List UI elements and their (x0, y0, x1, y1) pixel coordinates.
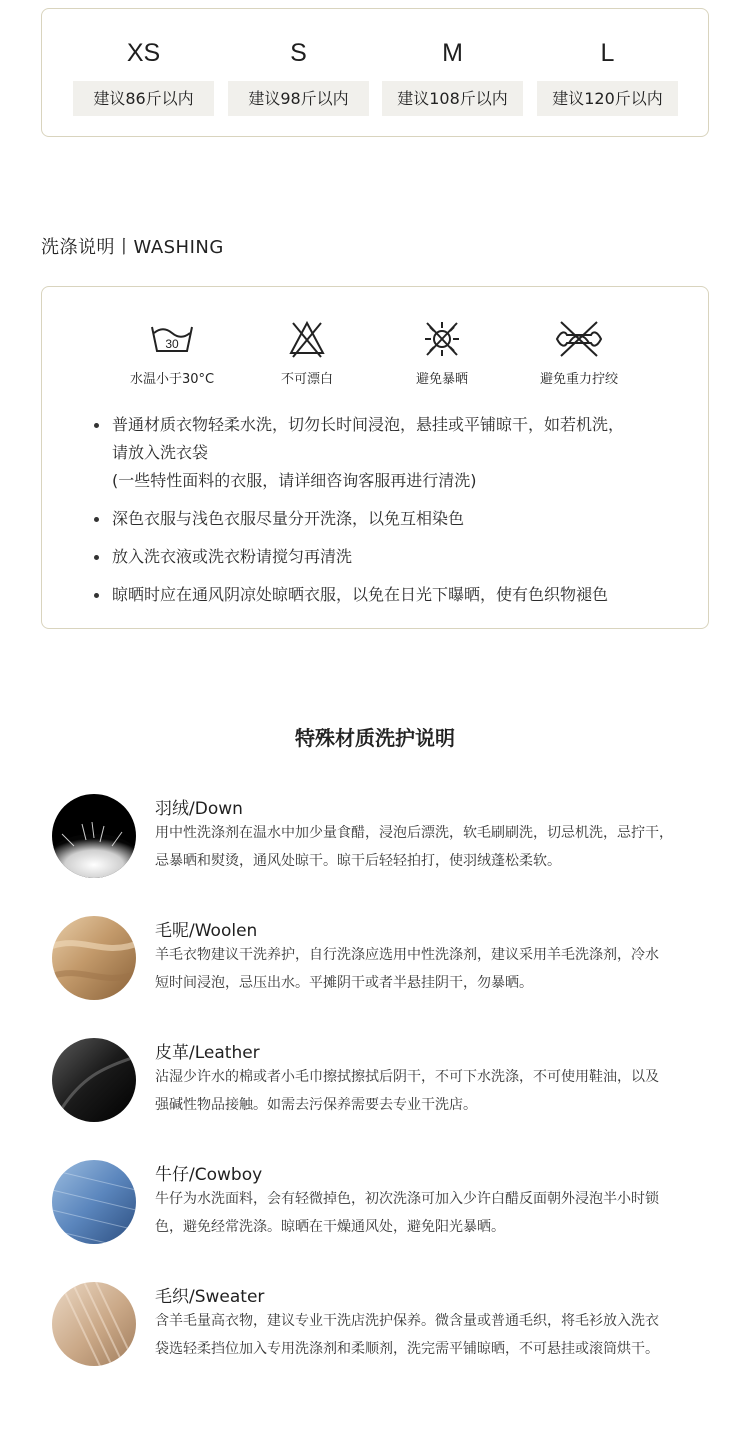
size-label: XS (126, 39, 161, 67)
care-label: 避免重力拧绞 (539, 372, 618, 387)
size-weight-note: 建议108斤以内 (382, 81, 523, 116)
material-name: 羽绒/Down (155, 799, 243, 819)
material-cowboy (52, 1160, 712, 1250)
wash-temp-text: 30 (165, 337, 179, 351)
bullet-line: (一些特性面料的衣服，请详细咨询客服再进行清洗) (112, 471, 477, 490)
desc-line: 袋选轻柔挡位加入专用洗涤剂和柔顺剂，洗完需平铺晾晒，不可悬挂或滚筒烘干。 (155, 1341, 659, 1357)
bullet-line: 晾晒时应在通风阴凉处晾晒衣服，以免在日光下曝晒，使有色织物褪色 (112, 585, 609, 604)
no-bleach-icon (283, 319, 331, 359)
care-label: 不可漂白 (280, 372, 333, 387)
knit-sweater-image (52, 1282, 136, 1366)
no-sun-icon (418, 319, 466, 359)
washing-bullet (112, 581, 682, 609)
size-weight-note: 建议98斤以内 (228, 81, 369, 116)
care-label: 水温小于30°C (129, 372, 215, 387)
material-woolen (52, 916, 712, 1006)
care-item-wring (519, 319, 639, 387)
bullet-line: 请放入洗衣袋 (112, 443, 209, 462)
washing-bullet (112, 505, 682, 533)
care-label: 避免暴晒 (415, 372, 468, 387)
desc-line: 忌暴晒和熨烫，通风处晾干。晾干后轻轻拍打，使羽绒蓬松柔软。 (155, 853, 561, 869)
desc-line: 含羊毛量高衣物，建议专业干洗店洗护保养。微含量或普通毛织，将毛衫放入洗衣 (155, 1313, 659, 1329)
material-name: 毛呢/Woolen (155, 921, 258, 941)
desc-line: 用中性洗涤剂在温水中加少量食醋，浸泡后漂洗，软毛刷刷洗，切忌机洗，忌拧干， (155, 825, 673, 841)
washing-card (41, 286, 709, 629)
woolen-fabric-image (52, 916, 136, 1000)
size-label: L (600, 39, 615, 67)
care-item-sun (382, 319, 502, 387)
washing-bullet (112, 543, 682, 571)
washing-title: 洗涤说明丨WASHING (41, 237, 224, 258)
desc-line: 沾湿少许水的棉或者小毛巾擦拭擦拭后阴干，不可下水洗涤，不可使用鞋油，以及 (155, 1069, 659, 1085)
size-weight-note: 建议120斤以内 (537, 81, 678, 116)
material-description (155, 1185, 707, 1241)
material-description (155, 1063, 707, 1119)
material-description (155, 941, 707, 997)
size-weight-note: 建议86斤以内 (73, 81, 214, 116)
size-label: M (442, 39, 463, 67)
denim-image (52, 1160, 136, 1244)
down-feather-image (52, 794, 136, 878)
desc-line: 短时间浸泡，忌压出水。平摊阴干或者半悬挂阴干，勿暴晒。 (155, 975, 533, 991)
material-description (155, 819, 707, 875)
leather-image (52, 1038, 136, 1122)
size-chart-card (41, 8, 709, 137)
material-name: 毛织/Sweater (155, 1287, 265, 1307)
material-name: 牛仔/Cowboy (155, 1165, 263, 1185)
desc-line: 羊毛衣物建议干洗养护，自行洗涤应选用中性洗涤剂，建议采用羊毛洗涤剂，冷水 (155, 947, 659, 963)
material-sweater (52, 1282, 712, 1372)
care-item-bleach (247, 319, 367, 387)
no-wring-icon (555, 319, 603, 359)
material-leather (52, 1038, 712, 1128)
special-care-title: 特殊材质洗护说明 (295, 726, 455, 750)
desc-line: 强碱性物品接触。如需去污保养需要去专业干洗店。 (155, 1097, 477, 1113)
wash-30-icon (148, 319, 196, 359)
bullet-line: 放入洗衣液或洗衣粉请搅匀再清洗 (112, 547, 353, 566)
bullet-line: 普通材质衣物轻柔水洗，切勿长时间浸泡，悬挂或平铺晾干，如若机洗， (112, 415, 625, 434)
care-item-wash (112, 319, 232, 387)
desc-line: 色，避免经常洗涤。晾晒在干燥通风处，避免阳光暴晒。 (155, 1219, 505, 1235)
bullet-line: 深色衣服与浅色衣服尽量分开洗涤，以免互相染色 (112, 509, 465, 528)
material-down (52, 794, 712, 884)
material-name: 皮革/Leather (155, 1043, 260, 1063)
desc-line: 牛仔为水洗面料，会有轻微掉色，初次洗涤可加入少许白醋反面朝外浸泡半小时锁 (155, 1191, 659, 1207)
size-label: S (290, 39, 307, 67)
material-description (155, 1307, 707, 1363)
washing-bullet (112, 411, 682, 495)
